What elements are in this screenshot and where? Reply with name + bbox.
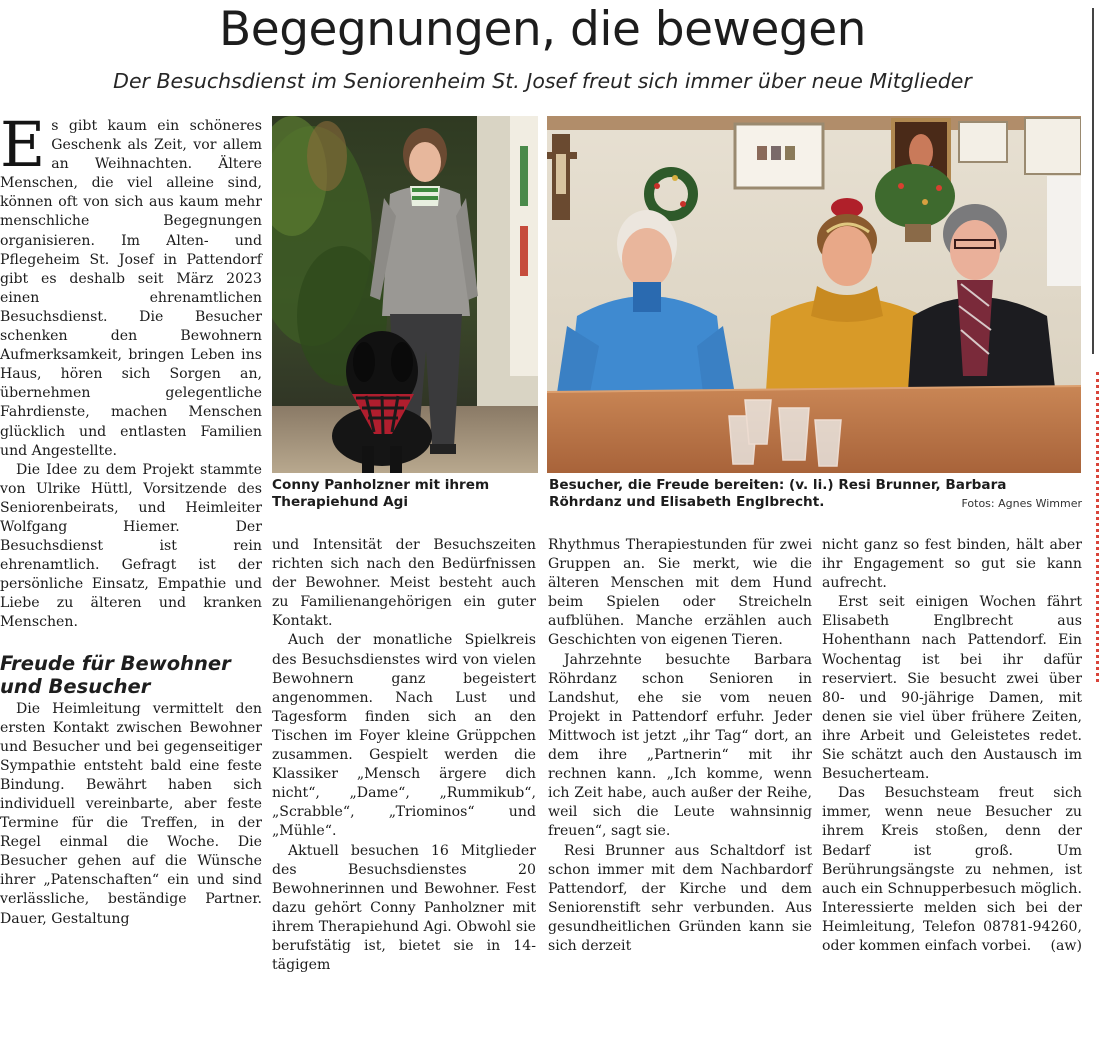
paragraph: Jahrzehnte besuchte Barbara Röhrdanz schon Senioren in Landshut, ehe sie vom neuen Projekt in Pattendorf erfuhr. Jeder Mittwoch ist jetzt „ihr Tag“ dort, an dem ihre „Partnerin“ mit ihr rechnen kann. „Ich komme, wenn ich Zeit habe, auch außer der Reihe, weil sich die Leute wahnsinnig freuen“, sagt sie. [548, 651, 812, 840]
photo-three-visitors [547, 116, 1081, 473]
photo-credit: Fotos: Agnes Wimmer [961, 497, 1082, 510]
photo2-caption: Besucher, die Freude bereiten: (v. li.) Resi Brunner, Barbara Röhrdanz und Elisabeth Englbrecht. [549, 477, 1007, 510]
paragraph: Die Idee zu dem Projekt stammte von Ulrike Hüttl, Vorsitzende des Seniorenbeirats, und Heimleiter Wolfgang Hiemer. Der Besuchsdienst ist rein ehrenamtlich. Gefragt ist der persönliche Einsatz, Empathie und Liebe zu älteren und kranken Menschen. [0, 461, 262, 631]
paragraph: nicht ganz so fest binden, hält aber ihr Engagement so gut sie kann aufrecht. [822, 537, 1082, 592]
paragraph: Rhythmus Therapiestunden für zwei Gruppen an. Sie merkt, wie die älteren Menschen mit dem Hund beim Spielen oder Streicheln aufblühen. Manche erzählen auch Geschichten von eigenen Tieren. [548, 537, 812, 649]
photo1-caption: Conny Panholzner mit ihrem Therapiehund Agi [272, 477, 490, 510]
column-2 [272, 536, 536, 975]
dropcap: E [0, 108, 46, 181]
author-signature: (aw) [1050, 937, 1082, 954]
paragraph: Aktuell besuchen 16 Mitglieder des Besuchsdienstes 20 Bewohnerinnen und Bewohner. Fest dazu gehört Conny Panholzner mit ihrem Therapiehund Agi. Obwohl sie berufstätig ist, bietet sie in 14-tägigem [272, 842, 536, 974]
subheading: Freude für Bewohner und Besucher [0, 651, 231, 698]
column-3 [548, 536, 812, 956]
paragraph: und Intensität der Besuchszeiten richten sich nach den Bedürfnissen der Bewohner. Meist besteht auch zu Familienangehörigen ein guter Kontakt. [272, 537, 536, 630]
paragraph: Erst seit einigen Wochen fährt Elisabeth Englbrecht aus Hohenthann nach Pattendorf. Ein Wochentag ist bei ihr dafür reserviert. Sie besucht zwei über 80- und 90-jährige Damen, mit denen sie viel über frühere Zeiten, ihre Arbeit und Geleistetes redet. Sie schätzt auch den Austausch im Besucherteam. [822, 594, 1082, 783]
paragraph: Das Besuchsteam freut sich immer, wenn neue Besucher zu ihrem Kreis stoßen, denn der Bedarf ist groß. Um Berührungsängste zu nehmen, ist auch ein Schnupperbesuch möglich. Interessierte melden sich bei der Heimleitung, Telefon 08781-94260, oder kommen einfach vorbei. (aw) [822, 784, 1082, 956]
sidebar-rule [1092, 8, 1094, 354]
photo-conny-dog [272, 116, 538, 473]
intro-paragraph: Es gibt kaum ein schöneres Geschenk als Zeit, vor allem an Weihnachten. Ältere Menschen, die viel alleine sind, können oft von sich aus kaum mehr menschliche Begegnungen organisieren. Im Alten- und Pflegeheim St. Josef in Pattendorf gibt es deshalb seit März 2023 einen ehrenamtlichen Besuchsdienst. Die Besucher schenken den Bewohnern Aufmerksamkeit, bringen Leben ins Haus, hören sich Sorgen an, übernehmen gelegentliche Fahrdienste, machen Menschen glücklich und entlasten Familien und Angestellte. [0, 108, 262, 459]
paragraph: Die Heimleitung vermittelt den ersten Kontakt zwischen Bewohner und Besucher und bei gegenseitiger Sympathie entsteht bald eine feste Bindung. Bewährt haben sich individuell vereinbarte, aber feste Termine für die Treffen, in der Regel einmal die Woche. Die Besucher gehen auf die Wünsche ihrer „Patenschaften“ ein und sind verlässliche, beständige Partner. Dauer, Gestaltung [0, 700, 262, 927]
dotted-rule [1096, 372, 1099, 682]
paragraph: Resi Brunner aus Schaltdorf ist schon immer mit dem Nachbardorf Pattendorf, der Kirche und dem Seniorenstift sehr verbunden. Aus gesundheitlichen Gründen kann sie sich derzeit [548, 842, 812, 954]
column-1 [0, 108, 262, 929]
column-4 [822, 536, 1082, 956]
subheadline: Der Besuchsdienst im Seniorenheim St. Josef freut sich immer über neue Mitglieder [113, 69, 972, 93]
paragraph: Auch der monatliche Spielkreis des Besuchsdienstes wird von vielen Bewohnern ganz begeistert angenommen. Nach Lust und Tagesform finden sich an den Tischen im Foyer kleine Grüppchen zusammen. Gespielt werden die Klassiker „Mensch ärgere dich nicht“, „Dame“, „Rummikub“, „Scrabble“, „Triominos“ und „Mühle“. [272, 632, 536, 840]
headline: Begegnungen, die bewegen [219, 2, 866, 57]
